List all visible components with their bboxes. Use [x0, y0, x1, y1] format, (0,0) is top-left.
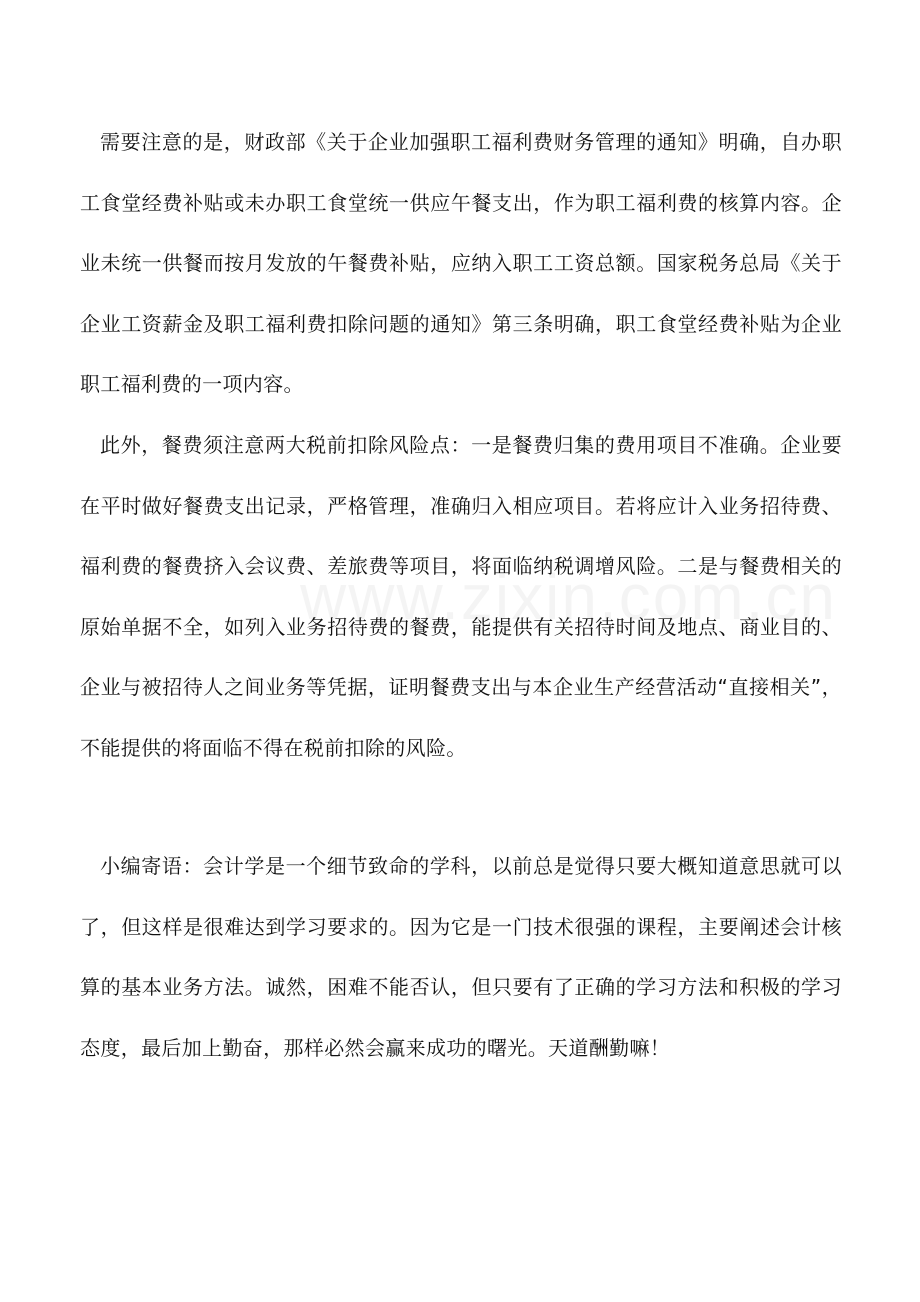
- paragraph-editor-note: 小编寄语：会计学是一个细节致命的学科，以前总是觉得只要大概知道意思就可以了，但这样是很难达到学习要求的。因为它是一门技术很强的课程，主要阐述会计核算的基本业务方法。诚然，困难不能否认，但只要有了正确的学习方法和积极的学习态度，最后加上勤奋，那样必然会赢来成功的曙光。天道酬勤嘛！: [80, 854, 842, 1060]
- paragraph-tax-deduction-risks: 此外，餐费须注意两大税前扣除风险点：一是餐费归集的费用项目不准确。企业要在平时做好餐费支出记录，严格管理，准确归入相应项目。若将应计入业务招待费、福利费的餐费挤入会议费、差旅费等项目，将面临纳税调增风险。二是与餐费相关的原始单据不全，如列入业务招待费的餐费，能提供有关招待时间及地点、商业目的、企业与被招待人之间业务等凭据，证明餐费支出与本企业生产经营活动“直接相关”，不能提供的将面临不得在税前扣除的风险。: [80, 433, 842, 760]
- paragraph-meal-subsidy-notice: 需要注意的是，财政部《关于企业加强职工福利费财务管理的通知》明确，自办职工食堂经费补贴或未办职工食堂统一供应午餐支出，作为职工福利费的核算内容。企业未统一供餐而按月发放的午餐费补贴，应纳入职工工资总额。国家税务总局《关于企业工资薪金及职工福利费扣除问题的通知》第三条明确，职工食堂经费补贴为企业职工福利费的一项内容。: [80, 130, 842, 396]
